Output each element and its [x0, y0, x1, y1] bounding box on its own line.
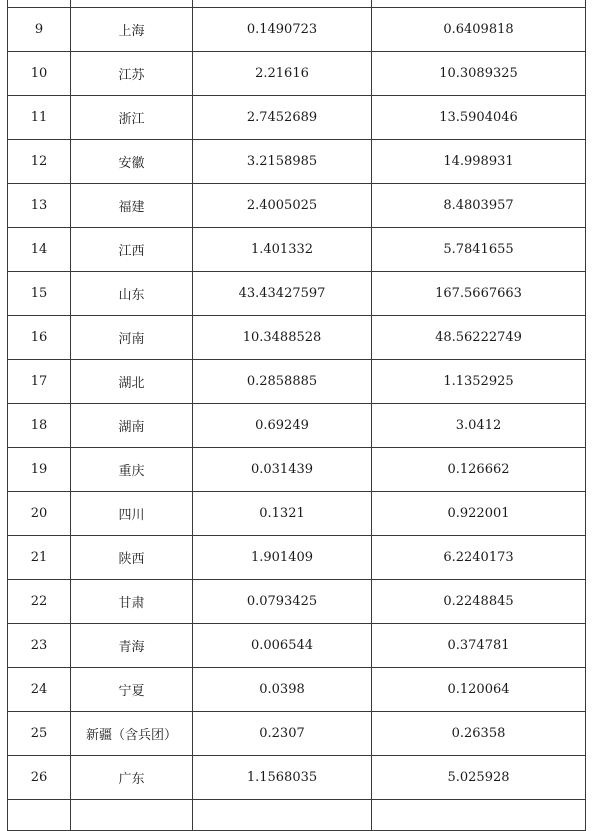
- value1-cell: 2.4005025: [193, 184, 372, 228]
- province-cell: 陕西: [71, 536, 193, 580]
- table-row: [8, 96, 586, 140]
- province-cell: 江苏: [71, 52, 193, 96]
- table-row: [8, 404, 586, 448]
- table-row: [8, 272, 586, 316]
- value1-cell: 1.1568035: [193, 756, 372, 800]
- province-cell: 上海: [71, 8, 193, 52]
- value2-cell: 1.1352925: [372, 360, 586, 404]
- table-cell-empty: [8, 0, 71, 8]
- value2-cell: 0.26358: [372, 712, 586, 756]
- value2-cell: 48.56222749: [372, 316, 586, 360]
- row-index-cell: 19: [8, 448, 71, 492]
- value2-cell: 167.5667663: [372, 272, 586, 316]
- province-cell: 甘肃: [71, 580, 193, 624]
- table-row-partial-bottom: [8, 800, 586, 831]
- table-row: [8, 492, 586, 536]
- value1-cell: 1.901409: [193, 536, 372, 580]
- row-index-cell: 17: [8, 360, 71, 404]
- table-cell-empty: [193, 0, 372, 8]
- value2-cell: 5.7841655: [372, 228, 586, 272]
- row-index-cell: 22: [8, 580, 71, 624]
- data-table: [7, 0, 586, 831]
- row-index-cell: 16: [8, 316, 71, 360]
- row-index-cell: 18: [8, 404, 71, 448]
- province-cell: 重庆: [71, 448, 193, 492]
- table-row: [8, 52, 586, 96]
- value2-cell: 13.5904046: [372, 96, 586, 140]
- table-row: [8, 184, 586, 228]
- row-index-cell: 9: [8, 8, 71, 52]
- value2-cell: 0.374781: [372, 624, 586, 668]
- table-row: [8, 360, 586, 404]
- row-index-cell: 11: [8, 96, 71, 140]
- table-row: [8, 228, 586, 272]
- row-index-cell: 12: [8, 140, 71, 184]
- province-cell: 浙江: [71, 96, 193, 140]
- value1-cell: 43.43427597: [193, 272, 372, 316]
- table-row: [8, 448, 586, 492]
- province-cell: 青海: [71, 624, 193, 668]
- value1-cell: 0.0793425: [193, 580, 372, 624]
- table-row: [8, 316, 586, 360]
- row-index-cell: 26: [8, 756, 71, 800]
- value1-cell: 0.031439: [193, 448, 372, 492]
- table-cell-empty: [8, 800, 71, 831]
- table-body: [8, 0, 586, 831]
- province-cell: 福建: [71, 184, 193, 228]
- row-index-cell: 14: [8, 228, 71, 272]
- table-cell-empty: [193, 800, 372, 831]
- value2-cell: 0.120064: [372, 668, 586, 712]
- table-cell-empty: [372, 0, 586, 8]
- row-index-cell: 13: [8, 184, 71, 228]
- row-index-cell: 24: [8, 668, 71, 712]
- table-row: [8, 712, 586, 756]
- value1-cell: 1.401332: [193, 228, 372, 272]
- value1-cell: 0.2858885: [193, 360, 372, 404]
- value2-cell: 6.2240173: [372, 536, 586, 580]
- province-cell: 湖南: [71, 404, 193, 448]
- table-row: [8, 756, 586, 800]
- table-row: [8, 140, 586, 184]
- value1-cell: 0.0398: [193, 668, 372, 712]
- value1-cell: 2.21616: [193, 52, 372, 96]
- province-cell: 四川: [71, 492, 193, 536]
- row-index-cell: 21: [8, 536, 71, 580]
- value1-cell: 10.3488528: [193, 316, 372, 360]
- table-row: [8, 624, 586, 668]
- table-row-partial-top: [8, 0, 586, 8]
- value1-cell: 3.2158985: [193, 140, 372, 184]
- row-index-cell: 20: [8, 492, 71, 536]
- value2-cell: 0.126662: [372, 448, 586, 492]
- province-cell: 江西: [71, 228, 193, 272]
- province-cell: 山东: [71, 272, 193, 316]
- province-cell: 新疆（含兵团）: [71, 712, 193, 756]
- row-index-cell: 10: [8, 52, 71, 96]
- value2-cell: 0.922001: [372, 492, 586, 536]
- table-cell-empty: [71, 0, 193, 8]
- row-index-cell: 25: [8, 712, 71, 756]
- value1-cell: 0.006544: [193, 624, 372, 668]
- table-row: [8, 536, 586, 580]
- value2-cell: 0.6409818: [372, 8, 586, 52]
- value2-cell: 10.3089325: [372, 52, 586, 96]
- value2-cell: 14.998931: [372, 140, 586, 184]
- province-cell: 湖北: [71, 360, 193, 404]
- value2-cell: 8.4803957: [372, 184, 586, 228]
- table-cell-empty: [372, 800, 586, 831]
- row-index-cell: 23: [8, 624, 71, 668]
- value1-cell: 0.2307: [193, 712, 372, 756]
- table-row: [8, 8, 586, 52]
- row-index-cell: 15: [8, 272, 71, 316]
- value1-cell: 0.1321: [193, 492, 372, 536]
- value2-cell: 0.2248845: [372, 580, 586, 624]
- table-row: [8, 580, 586, 624]
- value2-cell: 5.025928: [372, 756, 586, 800]
- value1-cell: 0.1490723: [193, 8, 372, 52]
- province-cell: 宁夏: [71, 668, 193, 712]
- province-cell: 河南: [71, 316, 193, 360]
- value2-cell: 3.0412: [372, 404, 586, 448]
- table-cell-empty: [71, 800, 193, 831]
- value1-cell: 0.69249: [193, 404, 372, 448]
- table-row: [8, 668, 586, 712]
- value1-cell: 2.7452689: [193, 96, 372, 140]
- province-cell: 广东: [71, 756, 193, 800]
- province-cell: 安徽: [71, 140, 193, 184]
